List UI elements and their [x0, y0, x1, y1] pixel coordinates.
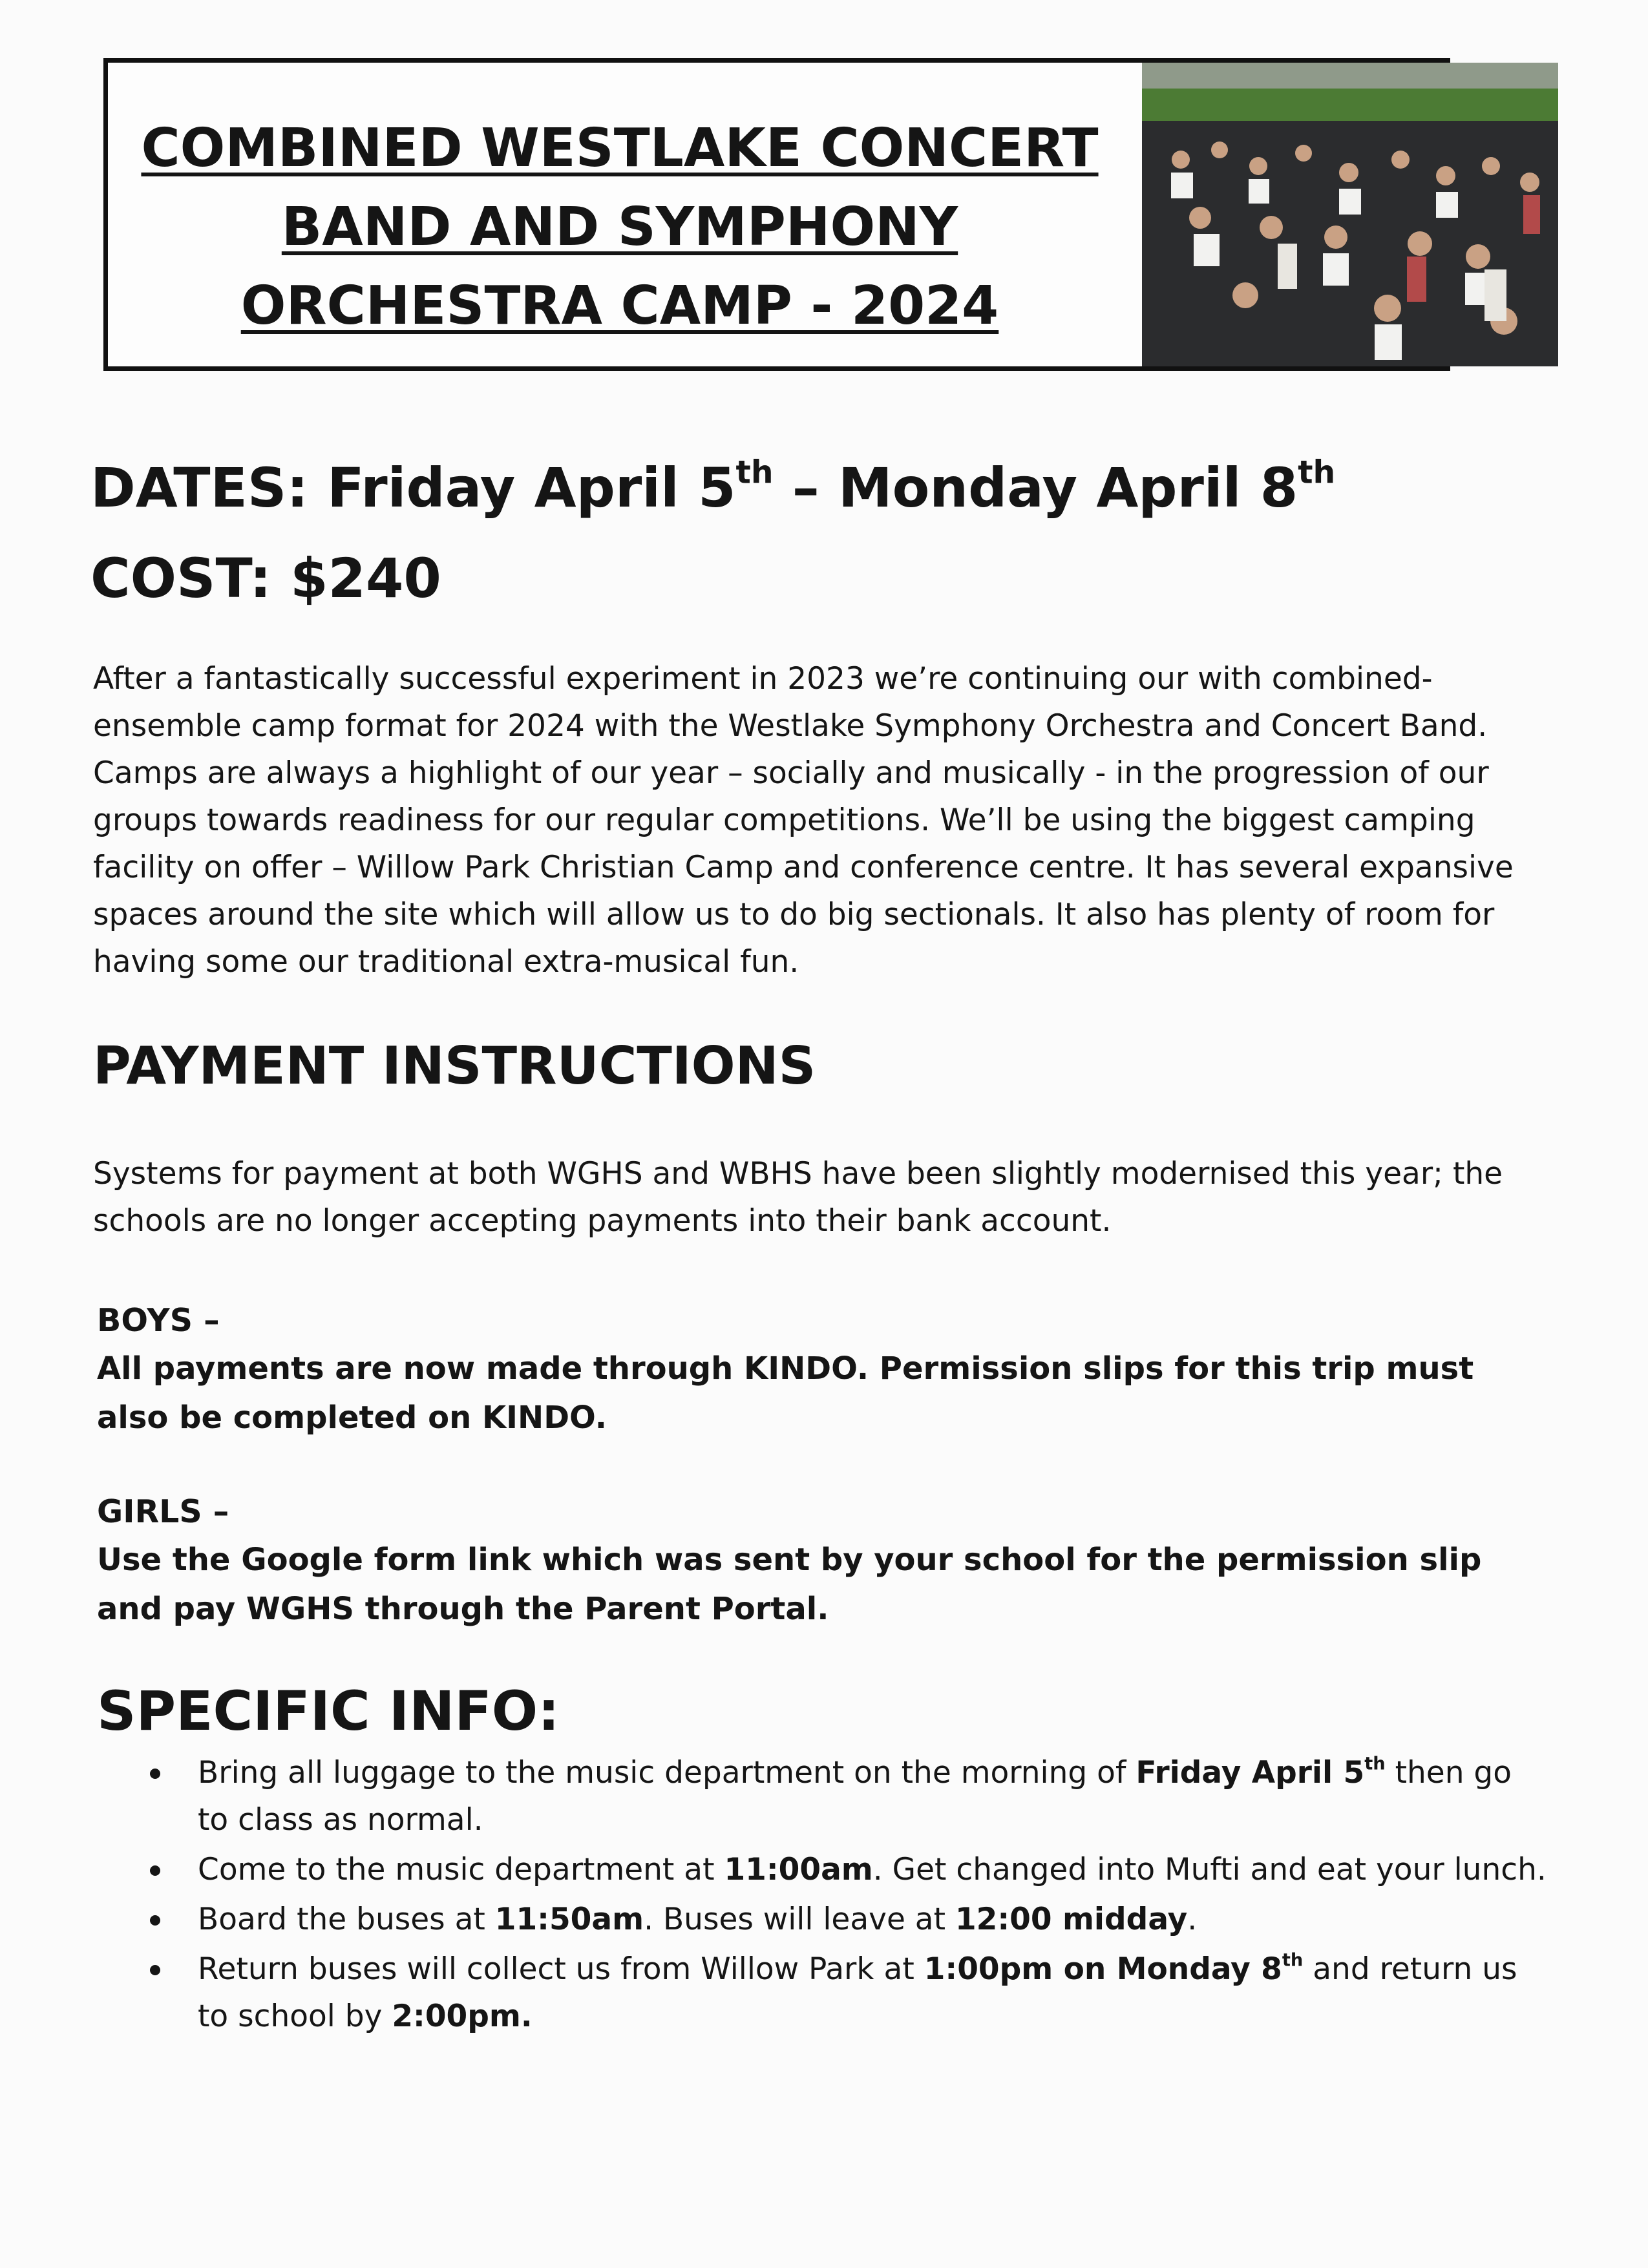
- dates-sup-2: th: [1298, 454, 1336, 491]
- list-item: [142, 1946, 1551, 2040]
- bullet-text: then go to class as normal.: [198, 1755, 1512, 1838]
- specific-info-list: [142, 1749, 1551, 2042]
- bullet-text: Return buses will collect us from Willow Park at: [198, 1951, 924, 1987]
- dates-end: – Monday April 8: [773, 456, 1298, 520]
- bullet-text: Board the buses at: [198, 1902, 495, 1937]
- dates-start: DATES: Friday April 5: [90, 456, 736, 520]
- bullet-icon: [150, 1915, 160, 1926]
- list-item: [142, 1846, 1551, 1893]
- title-box: [103, 58, 1450, 371]
- title-line-2: BAND AND SYMPHONY: [281, 196, 958, 258]
- bullet-sup: th: [1364, 1754, 1386, 1774]
- bullet-icon: [150, 1769, 160, 1779]
- girls-label: GIRLS –: [97, 1493, 229, 1530]
- bullet-text: . Buses will leave at: [644, 1902, 955, 1937]
- bullet-text: . Get changed into Mufti and eat your lunch.: [872, 1852, 1547, 1887]
- bullet-sup: th: [1282, 1950, 1304, 1971]
- specific-info-heading: SPECIFIC INFO:: [97, 1679, 560, 1743]
- bullet-bold: 11:00am: [724, 1852, 873, 1887]
- intro-paragraph: After a fantastically successful experiment in 2023 we’re continuing our with combined-ensemble camp format for 2024 with the Westlake Symphony Orchestra and Concert Band. Camps are always a highlight of our year – socially and musically - in the progression of our groups towards readiness for our regular competitions. We’ll be using the biggest camping facility on offer – Willow Park Christian Camp and conference centre. It has several expansive spaces around the site which will allow us to do big sectionals. It also has plenty of room for having some our traditional extra-musical fun.: [93, 661, 1514, 980]
- payment-heading: PAYMENT INSTRUCTIONS: [93, 1036, 816, 1096]
- cost-heading: COST: $240: [90, 547, 441, 610]
- dates-heading: [90, 456, 1335, 520]
- bullet-bold: 2:00pm.: [392, 1999, 533, 2034]
- bullet-icon: [150, 1965, 160, 1975]
- boys-instructions: All payments are now made through KINDO. Permission slips for this trip must also be completed on KINDO.: [97, 1350, 1474, 1436]
- bullet-bold: 11:50am: [494, 1902, 644, 1937]
- dates-sup-1: th: [735, 454, 774, 491]
- bullet-bold: Friday April 5: [1136, 1755, 1365, 1790]
- title-line-1: COMBINED WESTLAKE CONCERT: [141, 118, 1099, 179]
- bullet-bold: 12:00 midday: [955, 1902, 1188, 1937]
- list-item: [142, 1749, 1551, 1843]
- title-line-3: ORCHESTRA CAMP - 2024: [240, 275, 999, 337]
- band-photo: [1142, 63, 1558, 366]
- boys-label: BOYS –: [97, 1302, 220, 1339]
- bullet-icon: [150, 1865, 160, 1876]
- camp-title: [116, 109, 1124, 346]
- payment-systems-paragraph: Systems for payment at both WGHS and WBHS have been slightly modernised this year; the schools are no longer accepting payments into their bank account.: [93, 1156, 1503, 1239]
- list-item: [142, 1896, 1551, 1943]
- bullet-text: and return us to school by: [198, 1951, 1517, 2034]
- girls-instructions: Use the Google form link which was sent by your school for the permission slip and pay WGHS through the Parent Portal.: [97, 1542, 1482, 1627]
- bullet-text: Bring all luggage to the music department on the morning of: [198, 1755, 1136, 1790]
- bullet-text: .: [1187, 1902, 1198, 1937]
- bullet-text: Come to the music department at: [198, 1852, 724, 1887]
- bullet-bold: 1:00pm on Monday 8: [924, 1951, 1282, 1987]
